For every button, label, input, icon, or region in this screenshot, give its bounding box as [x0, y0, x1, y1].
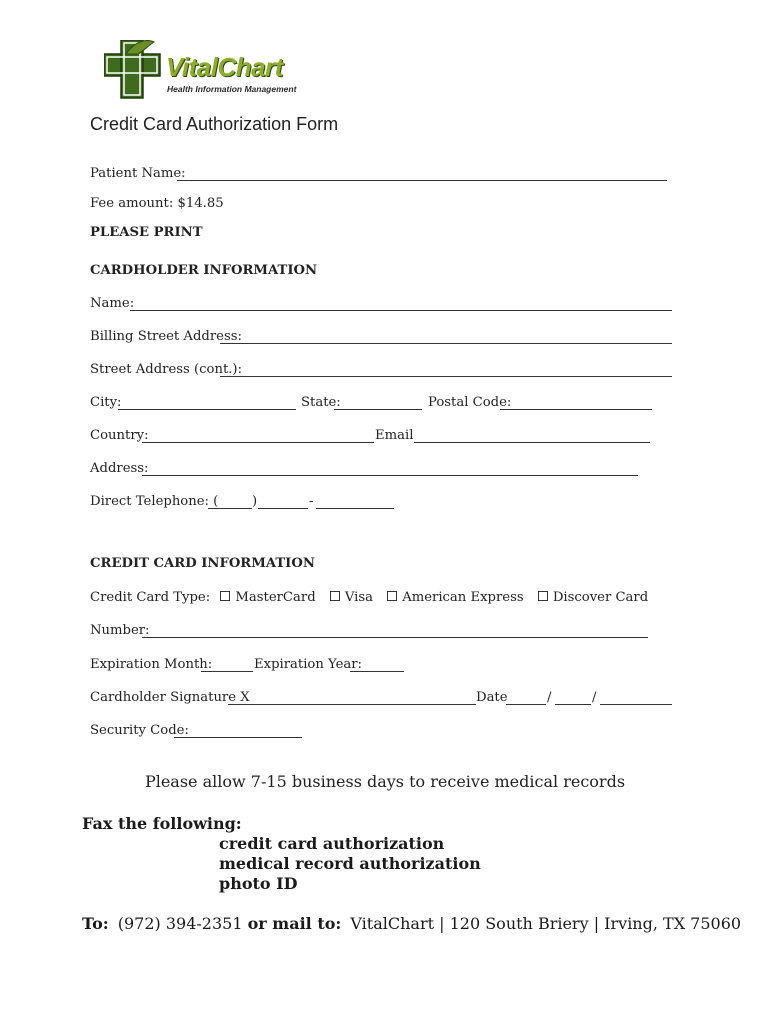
to-label: To:: [82, 914, 109, 933]
card-option-mastercard[interactable]: [220, 590, 315, 605]
fax-item: photo ID: [219, 874, 298, 893]
checkbox-icon[interactable]: [538, 591, 548, 601]
street-cont-label: Street Address (cont.):: [90, 362, 243, 377]
postal-code-field[interactable]: [500, 409, 652, 410]
exp-month-label: Expiration Month:: [90, 657, 213, 672]
fax-heading: Fax the following:: [82, 814, 242, 833]
state-label: State:: [301, 395, 341, 410]
signature-label: Cardholder Signature X: [90, 690, 250, 705]
card-option-discover[interactable]: [538, 590, 648, 605]
form-title: Credit Card Authorization Form: [90, 114, 339, 134]
name-label: Name:: [90, 296, 135, 311]
card-number-field[interactable]: [142, 637, 648, 638]
please-print: PLEASE PRINT: [90, 225, 203, 240]
date-separator: /: [547, 690, 552, 705]
card-number-label: Number:: [90, 623, 150, 638]
telephone-dash: -: [309, 494, 314, 509]
telephone-label: Direct Telephone: (: [90, 494, 219, 509]
signature-field[interactable]: [228, 704, 476, 705]
card-type-row: [90, 590, 648, 605]
contact-line: [82, 914, 741, 933]
fee-amount: Fee amount: $14.85: [90, 196, 224, 211]
patient-name-field[interactable]: [177, 180, 667, 181]
credit-card-heading: CREDIT CARD INFORMATION: [90, 556, 315, 571]
brand-name: VitalChart: [166, 52, 283, 82]
card-option-label: American Express: [402, 590, 524, 605]
mailing-address: VitalChart | 120 South Briery | Irving, TX 75060: [350, 914, 742, 933]
patient-name-label: Patient Name:: [90, 166, 186, 181]
billing-address-field[interactable]: [220, 343, 672, 344]
fax-number: (972) 394-2351: [117, 914, 243, 933]
exp-year-label: Expiration Year:: [254, 657, 363, 672]
date-separator: /: [592, 690, 597, 705]
telephone-area-field[interactable]: [208, 508, 252, 509]
cardholder-heading: CARDHOLDER INFORMATION: [90, 263, 318, 278]
brand-tagline: Health Information Management: [167, 84, 297, 94]
state-field[interactable]: [334, 409, 422, 410]
security-code-label: Security Code:: [90, 723, 189, 738]
telephone-paren: ): [252, 494, 258, 509]
card-option-label: MasterCard: [235, 590, 316, 605]
postal-code-label: Postal Code:: [428, 395, 512, 410]
checkbox-icon[interactable]: [220, 591, 230, 601]
exp-month-field[interactable]: [201, 671, 253, 672]
country-label: Country:: [90, 428, 149, 443]
email-field[interactable]: [414, 442, 650, 443]
telephone-prefix-field[interactable]: [258, 508, 308, 509]
city-field[interactable]: [118, 409, 296, 410]
telephone-line-field[interactable]: [316, 508, 394, 509]
country-field[interactable]: [142, 442, 374, 443]
email-label: Email: [375, 428, 414, 443]
card-option-visa[interactable]: [330, 590, 373, 605]
city-label: City:: [90, 395, 122, 410]
fax-item: medical record authorization: [219, 854, 481, 873]
processing-notice: Please allow 7-15 business days to receive medical records: [144, 772, 626, 791]
date-label: Date: [476, 690, 508, 705]
date-month-field[interactable]: [506, 704, 546, 705]
card-option-label: Visa: [344, 590, 373, 605]
street-cont-field[interactable]: [220, 376, 672, 377]
exp-year-field[interactable]: [350, 671, 404, 672]
checkbox-icon[interactable]: [330, 591, 340, 601]
checkbox-icon[interactable]: [387, 591, 397, 601]
address-field[interactable]: [142, 475, 638, 476]
security-code-field[interactable]: [174, 737, 302, 738]
date-year-field[interactable]: [600, 704, 672, 705]
card-option-label: Discover Card: [552, 590, 649, 605]
card-type-label: Credit Card Type:: [90, 590, 211, 605]
address-label: Address:: [90, 461, 149, 476]
card-option-amex[interactable]: [387, 590, 523, 605]
mail-label: or mail to:: [247, 914, 342, 933]
billing-address-label: Billing Street Address:: [90, 329, 242, 344]
date-day-field[interactable]: [555, 704, 591, 705]
fax-item: credit card authorization: [219, 834, 445, 853]
name-field[interactable]: [130, 310, 672, 311]
